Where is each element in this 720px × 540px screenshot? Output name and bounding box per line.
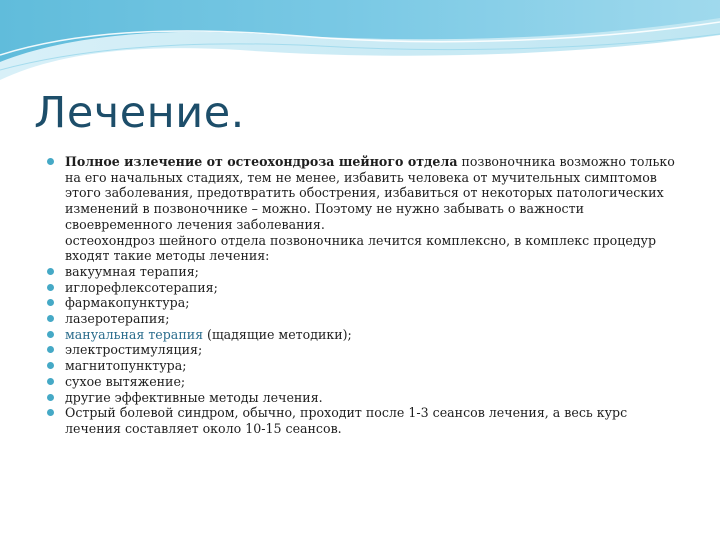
list-item-intro bbox=[44, 154, 684, 233]
header-wave-decoration bbox=[0, 0, 720, 95]
slide-title: Лечение. bbox=[34, 88, 245, 138]
list-item: электростимуляция; bbox=[44, 342, 684, 358]
list-item: магнитопунктура; bbox=[44, 358, 684, 374]
manual-therapy-note: (щадящие методики); bbox=[203, 326, 352, 342]
slide-body bbox=[44, 154, 684, 437]
manual-therapy-link[interactable]: мануальная терапия bbox=[65, 326, 204, 342]
list-item-conclusion: Острый болевой синдром, обычно, проходит после 1-3 сеансов лечения, а весь курс лечения составляет около 10-15 сеансов. bbox=[44, 405, 684, 436]
list-item-manual-therapy bbox=[44, 327, 684, 343]
list-item: вакуумная терапия; bbox=[44, 264, 684, 280]
list-item: другие эффективные методы лечения. bbox=[44, 390, 684, 406]
list-item: лазеротерапия; bbox=[44, 311, 684, 327]
intro-bold-text: Полное излечение от остеохондроза шейного отдела bbox=[65, 154, 458, 169]
list-item: фармакопунктура; bbox=[44, 295, 684, 311]
list-item: иглорефлексотерапия; bbox=[44, 280, 684, 296]
intro-text: позвоночника возможно только на его начальных стадиях, тем не менее, избавить человека от мучительных симптомов этого заболевания, предотвратить обострения, избавиться от некоторых патологических изменений в позвоночнике – можно. Поэтому не нужно забывать о важности своевременного лечения заболевания. bbox=[65, 154, 675, 232]
paragraph-complex-treatment: остеохондроз шейного отдела позвоночника лечится комплексно, в комплекс процедур входят такие методы лечения: bbox=[65, 232, 657, 264]
list-item: сухое вытяжение; bbox=[44, 374, 684, 390]
